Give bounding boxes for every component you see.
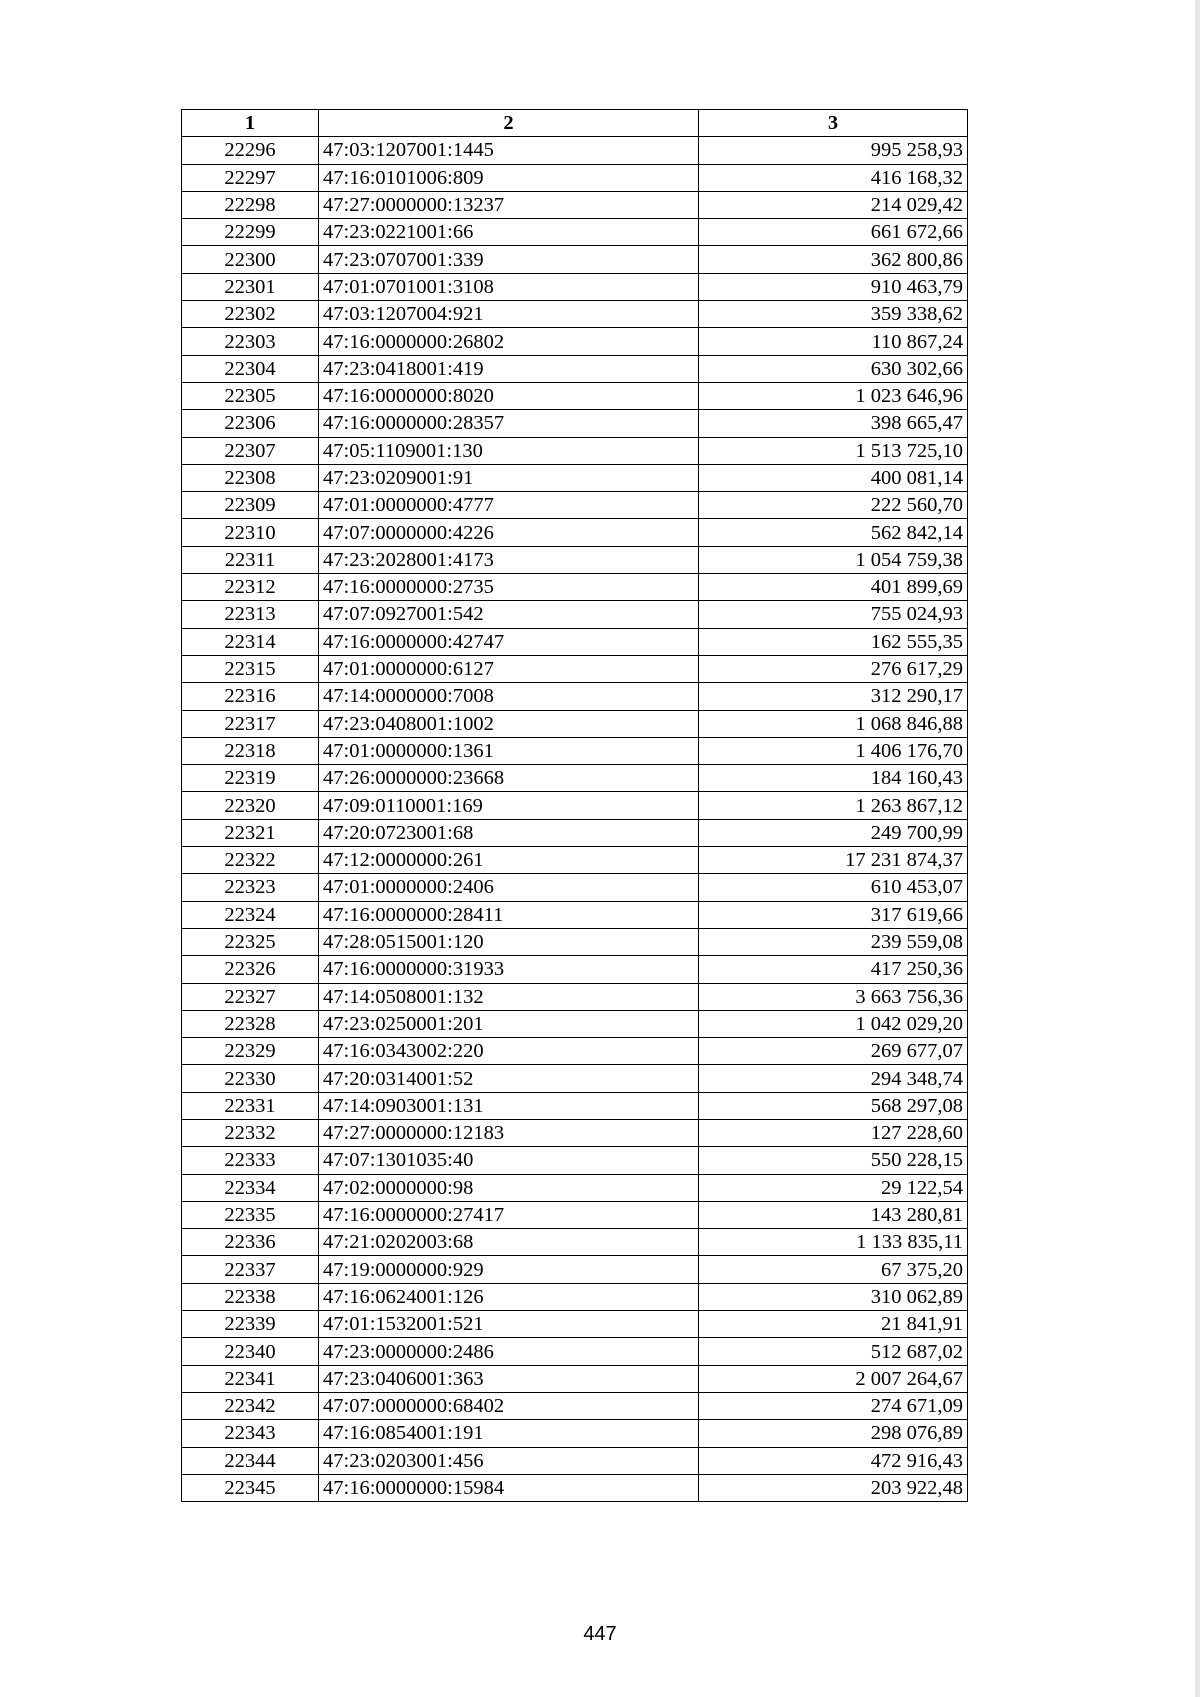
cadastral-value: 312 290,17 [699, 683, 968, 710]
cadastral-value: 269 677,07 [699, 1038, 968, 1065]
cadastral-number: 47:07:0000000:4226 [319, 519, 699, 546]
table-row [182, 301, 968, 328]
table-row [182, 1311, 968, 1338]
table-row [182, 874, 968, 901]
cadastral-number: 47:27:0000000:13237 [319, 191, 699, 218]
cadastral-value: 1 133 835,11 [699, 1229, 968, 1256]
cadastral-value: 362 800,86 [699, 246, 968, 273]
table-row [182, 1338, 968, 1365]
cadastral-value: 110 867,24 [699, 328, 968, 355]
cadastral-value: 550 228,15 [699, 1147, 968, 1174]
table-row [182, 137, 968, 164]
row-number: 22298 [182, 191, 319, 218]
cadastral-value: 17 231 874,37 [699, 847, 968, 874]
table-row [182, 601, 968, 628]
cadastral-value: 1 054 759,38 [699, 546, 968, 573]
cadastral-value: 294 348,74 [699, 1065, 968, 1092]
row-number: 22321 [182, 819, 319, 846]
cadastral-number: 47:07:0927001:542 [319, 601, 699, 628]
table-row [182, 765, 968, 792]
row-number: 22299 [182, 219, 319, 246]
cadastral-value: 21 841,91 [699, 1311, 968, 1338]
cadastral-number: 47:23:0221001:66 [319, 219, 699, 246]
cadastral-value: 1 263 867,12 [699, 792, 968, 819]
row-number: 22309 [182, 492, 319, 519]
cadastral-number: 47:07:1301035:40 [319, 1147, 699, 1174]
cadastral-value: 472 916,43 [699, 1447, 968, 1474]
cadastral-number: 47:16:0854001:191 [319, 1420, 699, 1447]
table-row [182, 710, 968, 737]
cadastral-number: 47:16:0000000:8020 [319, 382, 699, 409]
cadastral-number: 47:23:0418001:419 [319, 355, 699, 382]
row-number: 22308 [182, 464, 319, 491]
cadastral-value: 3 663 756,36 [699, 983, 968, 1010]
row-number: 22318 [182, 737, 319, 764]
cadastral-number: 47:01:0000000:1361 [319, 737, 699, 764]
cadastral-value: 401 899,69 [699, 574, 968, 601]
row-number: 22336 [182, 1229, 319, 1256]
table-row [182, 956, 968, 983]
table-header-row [182, 110, 968, 137]
table-row [182, 191, 968, 218]
cadastral-number: 47:16:0000000:28411 [319, 901, 699, 928]
cadastral-number: 47:01:0701001:3108 [319, 273, 699, 300]
cadastral-number: 47:16:0000000:27417 [319, 1201, 699, 1228]
cadastral-value: 2 007 264,67 [699, 1365, 968, 1392]
table-row [182, 546, 968, 573]
row-number: 22337 [182, 1256, 319, 1283]
cadastral-value: 298 076,89 [699, 1420, 968, 1447]
table-row [182, 273, 968, 300]
row-number: 22325 [182, 928, 319, 955]
row-number: 22296 [182, 137, 319, 164]
cadastral-value: 610 453,07 [699, 874, 968, 901]
cadastral-number: 47:28:0515001:120 [319, 928, 699, 955]
row-number: 22300 [182, 246, 319, 273]
table-row [182, 1065, 968, 1092]
cadastral-number: 47:03:1207001:1445 [319, 137, 699, 164]
row-number: 22319 [182, 765, 319, 792]
row-number: 22297 [182, 164, 319, 191]
row-number: 22330 [182, 1065, 319, 1092]
table-row [182, 437, 968, 464]
cadastral-value: 162 555,35 [699, 628, 968, 655]
cadastral-value: 143 280,81 [699, 1201, 968, 1228]
cadastral-number: 47:12:0000000:261 [319, 847, 699, 874]
table-row [182, 219, 968, 246]
cadastral-value: 310 062,89 [699, 1283, 968, 1310]
row-number: 22301 [182, 273, 319, 300]
cadastral-value: 416 168,32 [699, 164, 968, 191]
row-number: 22329 [182, 1038, 319, 1065]
table-row [182, 519, 968, 546]
row-number: 22324 [182, 901, 319, 928]
cadastral-value: 274 671,09 [699, 1392, 968, 1419]
row-number: 22339 [182, 1311, 319, 1338]
cadastral-value: 1 068 846,88 [699, 710, 968, 737]
row-number: 22327 [182, 983, 319, 1010]
row-number: 22317 [182, 710, 319, 737]
cadastral-number: 47:20:0723001:68 [319, 819, 699, 846]
cadastral-value: 512 687,02 [699, 1338, 968, 1365]
table-row [182, 492, 968, 519]
table-row [182, 1392, 968, 1419]
row-number: 22344 [182, 1447, 319, 1474]
cadastral-number: 47:16:0000000:42747 [319, 628, 699, 655]
table-row [182, 164, 968, 191]
cadastral-value: 398 665,47 [699, 410, 968, 437]
table-row [182, 574, 968, 601]
table-row [182, 1420, 968, 1447]
table-row [182, 1038, 968, 1065]
row-number: 22343 [182, 1420, 319, 1447]
cadastral-number: 47:23:0707001:339 [319, 246, 699, 273]
table-row [182, 683, 968, 710]
table-row [182, 246, 968, 273]
cadastral-value: 249 700,99 [699, 819, 968, 846]
row-number: 22342 [182, 1392, 319, 1419]
cadastral-number: 47:03:1207004:921 [319, 301, 699, 328]
table-row [182, 1229, 968, 1256]
row-number: 22313 [182, 601, 319, 628]
cadastral-value: 630 302,66 [699, 355, 968, 382]
cadastral-number: 47:23:0000000:2486 [319, 1338, 699, 1365]
page-number: 447 [583, 1623, 617, 1645]
cadastral-number: 47:02:0000000:98 [319, 1174, 699, 1201]
row-number: 22315 [182, 655, 319, 682]
cadastral-value: 995 258,93 [699, 137, 968, 164]
table-row [182, 410, 968, 437]
cadastral-value: 67 375,20 [699, 1256, 968, 1283]
cadastral-number: 47:23:0408001:1002 [319, 710, 699, 737]
cadastral-number: 47:14:0000000:7008 [319, 683, 699, 710]
cadastral-value: 203 922,48 [699, 1474, 968, 1501]
cadastral-value: 127 228,60 [699, 1119, 968, 1146]
row-number: 22345 [182, 1474, 319, 1501]
cadastral-value: 400 081,14 [699, 464, 968, 491]
cadastral-value: 214 029,42 [699, 191, 968, 218]
table-row [182, 901, 968, 928]
table-row [182, 819, 968, 846]
cadastral-number: 47:01:0000000:4777 [319, 492, 699, 519]
cadastral-number: 47:16:0000000:31933 [319, 956, 699, 983]
cadastral-number: 47:07:0000000:68402 [319, 1392, 699, 1419]
cadastral-number: 47:09:0110001:169 [319, 792, 699, 819]
cadastral-number: 47:16:0000000:2735 [319, 574, 699, 601]
table-row [182, 655, 968, 682]
cadastral-value: 562 842,14 [699, 519, 968, 546]
row-number: 22302 [182, 301, 319, 328]
table-row [182, 355, 968, 382]
row-number: 22326 [182, 956, 319, 983]
column-header-3: 3 [699, 110, 968, 137]
row-number: 22335 [182, 1201, 319, 1228]
row-number: 22328 [182, 1010, 319, 1037]
column-header-1: 1 [182, 110, 319, 137]
row-number: 22320 [182, 792, 319, 819]
cadastral-value: 1 513 725,10 [699, 437, 968, 464]
row-number: 22303 [182, 328, 319, 355]
cadastral-number: 47:20:0314001:52 [319, 1065, 699, 1092]
row-number: 22334 [182, 1174, 319, 1201]
table-row [182, 1283, 968, 1310]
table-row [182, 1174, 968, 1201]
row-number: 22338 [182, 1283, 319, 1310]
cadastral-number: 47:23:2028001:4173 [319, 546, 699, 573]
table-row [182, 1447, 968, 1474]
row-number: 22333 [182, 1147, 319, 1174]
cadastral-value: 222 560,70 [699, 492, 968, 519]
table-row [182, 1147, 968, 1174]
cadastral-number: 47:21:0202003:68 [319, 1229, 699, 1256]
cadastral-value: 239 559,08 [699, 928, 968, 955]
cadastral-number: 47:27:0000000:12183 [319, 1119, 699, 1146]
row-number: 22322 [182, 847, 319, 874]
cadastral-value: 276 617,29 [699, 655, 968, 682]
cadastral-number: 47:14:0903001:131 [319, 1092, 699, 1119]
cadastral-number: 47:16:0624001:126 [319, 1283, 699, 1310]
table-row [182, 928, 968, 955]
table-row [182, 792, 968, 819]
row-number: 22310 [182, 519, 319, 546]
cadastral-value: 1 406 176,70 [699, 737, 968, 764]
data-table [181, 109, 968, 1502]
cadastral-value: 184 160,43 [699, 765, 968, 792]
table-row [182, 983, 968, 1010]
row-number: 22314 [182, 628, 319, 655]
table-row [182, 847, 968, 874]
cadastral-number: 47:23:0209001:91 [319, 464, 699, 491]
cadastral-number: 47:16:0000000:15984 [319, 1474, 699, 1501]
table-row [182, 628, 968, 655]
table-row [182, 1474, 968, 1501]
cadastral-number: 47:01:0000000:2406 [319, 874, 699, 901]
row-number: 22311 [182, 546, 319, 573]
table-row [182, 1119, 968, 1146]
cadastral-number: 47:05:1109001:130 [319, 437, 699, 464]
page-edge-shadow [1195, 0, 1200, 1697]
cadastral-number: 47:16:0000000:26802 [319, 328, 699, 355]
cadastral-number: 47:01:1532001:521 [319, 1311, 699, 1338]
table-row [182, 1010, 968, 1037]
cadastral-number: 47:23:0406001:363 [319, 1365, 699, 1392]
cadastral-value: 317 619,66 [699, 901, 968, 928]
cadastral-number: 47:16:0343002:220 [319, 1038, 699, 1065]
row-number: 22306 [182, 410, 319, 437]
cadastral-number: 47:01:0000000:6127 [319, 655, 699, 682]
table-row [182, 1201, 968, 1228]
cadastral-value: 29 122,54 [699, 1174, 968, 1201]
row-number: 22307 [182, 437, 319, 464]
table-row [182, 737, 968, 764]
column-header-2: 2 [319, 110, 699, 137]
cadastral-number: 47:19:0000000:929 [319, 1256, 699, 1283]
cadastral-number: 47:23:0203001:456 [319, 1447, 699, 1474]
cadastral-number: 47:26:0000000:23668 [319, 765, 699, 792]
cadastral-value: 1 042 029,20 [699, 1010, 968, 1037]
cadastral-value: 417 250,36 [699, 956, 968, 983]
row-number: 22341 [182, 1365, 319, 1392]
cadastral-value: 910 463,79 [699, 273, 968, 300]
table-body [182, 137, 968, 1502]
row-number: 22331 [182, 1092, 319, 1119]
table-row [182, 328, 968, 355]
row-number: 22304 [182, 355, 319, 382]
table-row [182, 464, 968, 491]
row-number: 22316 [182, 683, 319, 710]
row-number: 22305 [182, 382, 319, 409]
cadastral-value: 1 023 646,96 [699, 382, 968, 409]
cadastral-value: 568 297,08 [699, 1092, 968, 1119]
cadastral-number: 47:23:0250001:201 [319, 1010, 699, 1037]
cadastral-number: 47:16:0000000:28357 [319, 410, 699, 437]
table-row [182, 1092, 968, 1119]
cadastral-number: 47:14:0508001:132 [319, 983, 699, 1010]
table-row [182, 1365, 968, 1392]
table-row [182, 1256, 968, 1283]
cadastral-value: 359 338,62 [699, 301, 968, 328]
row-number: 22340 [182, 1338, 319, 1365]
row-number: 22312 [182, 574, 319, 601]
row-number: 22332 [182, 1119, 319, 1146]
table-row [182, 382, 968, 409]
cadastral-value: 755 024,93 [699, 601, 968, 628]
row-number: 22323 [182, 874, 319, 901]
cadastral-value: 661 672,66 [699, 219, 968, 246]
cadastral-number: 47:16:0101006:809 [319, 164, 699, 191]
